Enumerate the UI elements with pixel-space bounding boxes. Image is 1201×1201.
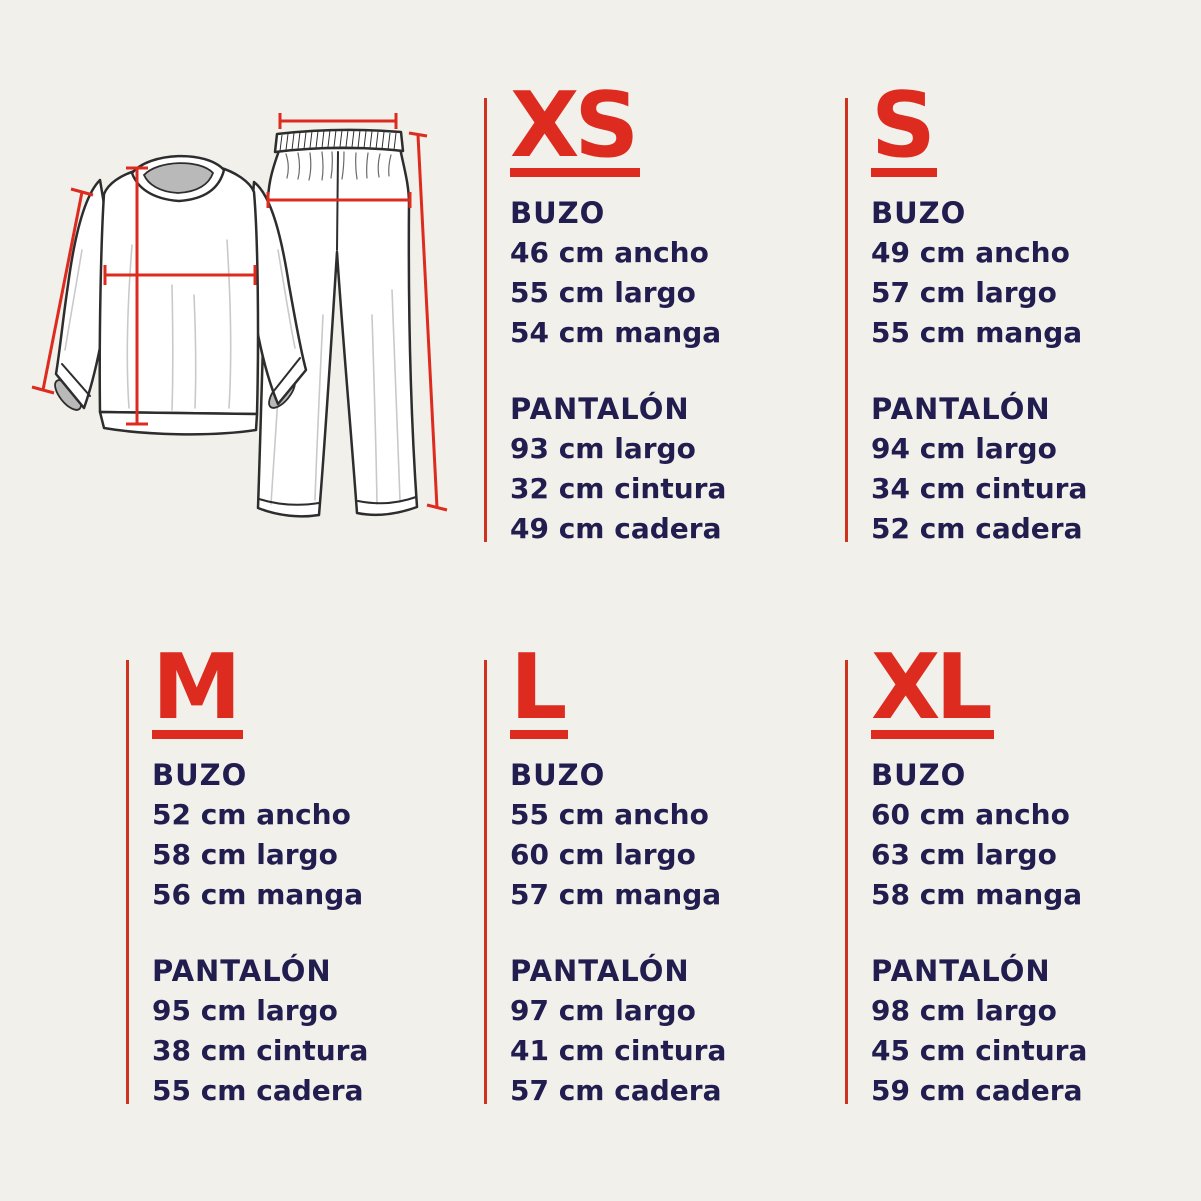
buzo-measurement: 63 cm largo (871, 838, 1057, 871)
column-accent-line (126, 660, 129, 1104)
buzo-measurement: 57 cm manga (510, 878, 722, 911)
buzo-measurement: 54 cm manga (510, 316, 722, 349)
pantalon-measurement: 93 cm largo (510, 432, 696, 465)
pantalon-title: PANTALÓN (871, 954, 1051, 988)
pantalon-largo-line (418, 135, 437, 508)
size-column-xl (845, 635, 1195, 1111)
pantalon-measurement: 95 cm largo (152, 994, 338, 1027)
buzo-measurement: 52 cm ancho (152, 798, 351, 831)
pantalon-measurement: 59 cm cadera (871, 1074, 1083, 1107)
size-label: S (871, 90, 937, 177)
pantalon-title: PANTALÓN (510, 954, 690, 988)
size-label: XL (871, 652, 994, 739)
buzo-measurement: 58 cm largo (152, 838, 338, 871)
size-column-s (845, 73, 1195, 549)
buzo-title: BUZO (871, 758, 967, 792)
size-label: XS (510, 90, 640, 177)
column-accent-line (845, 98, 848, 542)
pantalon-measurement: 94 cm largo (871, 432, 1057, 465)
buzo-measurement: 60 cm largo (510, 838, 696, 871)
buzo-measurement: 56 cm manga (152, 878, 364, 911)
pantalon-title: PANTALÓN (510, 392, 690, 426)
pantalon-measurement: 45 cm cintura (871, 1034, 1088, 1067)
pantalon-measurement: 55 cm cadera (152, 1074, 364, 1107)
buzo-title: BUZO (510, 196, 606, 230)
pantalon-measurement: 98 cm largo (871, 994, 1057, 1027)
pantalon-title: PANTALÓN (871, 392, 1051, 426)
column-accent-line (845, 660, 848, 1104)
size-label: M (152, 652, 243, 739)
buzo-measurement: 55 cm ancho (510, 798, 709, 831)
buzo-measurement: 55 cm largo (510, 276, 696, 309)
pantalon-measurement: 32 cm cintura (510, 472, 727, 505)
buzo-title: BUZO (871, 196, 967, 230)
buzo-measurement: 57 cm largo (871, 276, 1057, 309)
pantalon-measurement: 52 cm cadera (871, 512, 1083, 545)
pantalon-measurement: 49 cm cadera (510, 512, 722, 545)
buzo-title: BUZO (152, 758, 248, 792)
column-accent-line (484, 660, 487, 1104)
size-label: L (510, 652, 568, 739)
buzo-measurement: 58 cm manga (871, 878, 1083, 911)
size-column-m (126, 635, 476, 1111)
size-column-l (484, 635, 834, 1111)
pantalon-title: PANTALÓN (152, 954, 332, 988)
buzo-title: BUZO (510, 758, 606, 792)
pajama-set-illustration (20, 80, 450, 550)
pantalon-measurement: 41 cm cintura (510, 1034, 727, 1067)
pantalon-measurement: 97 cm largo (510, 994, 696, 1027)
buzo-measurement: 49 cm ancho (871, 236, 1070, 269)
column-accent-line (484, 98, 487, 542)
pantalon-measurement: 34 cm cintura (871, 472, 1088, 505)
pantalon-measurement: 57 cm cadera (510, 1074, 722, 1107)
size-column-xs (484, 73, 834, 549)
buzo-measurement: 55 cm manga (871, 316, 1083, 349)
buzo-measurement: 60 cm ancho (871, 798, 1070, 831)
pantalon-measurement: 38 cm cintura (152, 1034, 369, 1067)
buzo-measurement: 46 cm ancho (510, 236, 709, 269)
